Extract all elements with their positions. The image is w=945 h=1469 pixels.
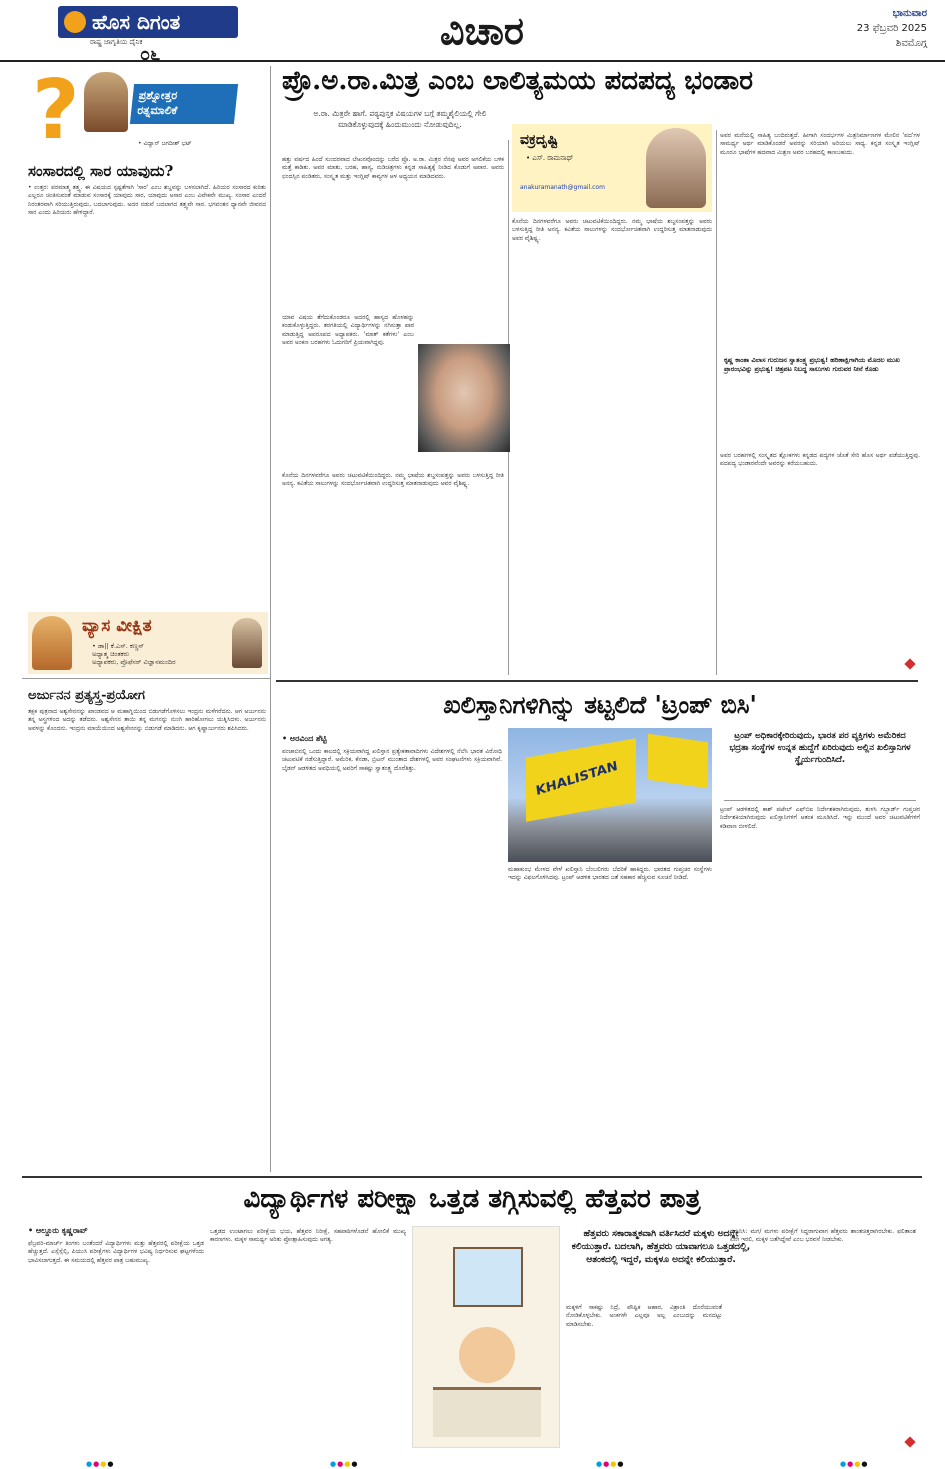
- publication-date: [857, 6, 927, 51]
- mitra-body: ಅವರ ಬರಹಗಳಲ್ಲಿ ಸಂಸ್ಕೃತದ ಶ್ಲೋಕಗಳು ಕನ್ನಡದ ಪದ್ಯಗಳ ಜೊತೆ ಸೇರಿ ಹೊಸ ಅರ್ಥ ಪಡೆಯುತ್ತಿದ್ದವು. ಪದಪದ್ಯ ಭಂಡಾರವೆಂದೇ ಅವರನ್ನು ಕರೆಯಬಹುದು.: [720, 452, 920, 468]
- qa-title-line2: ರತ್ನಮಾಲಿಕೆ: [136, 104, 178, 117]
- mitra-body: ಕೊನೆಯ ದಿನಗಳವರೆಗೂ ಅವರು ಚಟುವಟಿಕೆಯಿಂದಿದ್ದರು. ನಮ್ಮ ಭಾಷೆಯ ಶಬ್ದಸಂಪತ್ತನ್ನು ಅವರು ಬಳಸುತ್ತಿದ್ದ ರೀತಿ ಅನನ್ಯ. ಕವಿತೆಯ ಸಾಲುಗಳನ್ನು ಸಂದರ್ಭೋಚಿತವಾಗಿ ಉದ್ಧರಿಸುತ್ತ ಮಾತನಾಡುವುದು ಅವರ ವೈಶಿಷ್ಟ್ಯ.: [282, 472, 504, 488]
- newspaper-logo: [58, 6, 238, 38]
- vyasa-body: ತಕ್ಷಕ ಪುತ್ರನಾದ ಅಶ್ವಸೇನನನ್ನು ಖಾಂಡವದ ಆ ಮಹಾಗ್ನಿಯಿಂದ ಬಿಡುಗಡೆಗೊಳಿಸಲು ಇಂದ್ರನು ಮಳೆಗರೆದನು. ಆಗ ಅರ್ಜುನನು ತನ್ನ ಅಸ್ತ್ರಗಳಿಂದ ಅದನ್ನು ತಡೆದನು. ಅಶ್ವಸೇನನ ತಾಯಿ ತನ್ನ ಮಗನನ್ನು ನುಂಗಿ ಹಾರಿಹೋಗಲು ಯತ್ನಿಸಿದಳು. ಅರ್ಜುನನು ಅವಳನ್ನು ಕೊಂದನು. ಇಂದ್ರನು ಮಾಯೆಯಿಂದ ಅಶ್ವಸೇನನನ್ನು ಬಿಡುಗಡೆ ಮಾಡಿದನು. ಆಗ ಕೃಷ್ಣಾರ್ಜುನರು ಶಪಿಸಿದರು.: [28, 708, 266, 732]
- vyasa-author-photo: [232, 618, 262, 668]
- column-name: ವಕ್ರದೃಷ್ಟಿ: [520, 132, 558, 148]
- window-illustration: [453, 1247, 523, 1307]
- vyasa-title: ವ್ಯಾಸ ವೀಕ್ಷಿತ: [82, 616, 152, 636]
- student-face-illustration: [459, 1327, 515, 1383]
- columnist-photo: [646, 128, 706, 208]
- exams-headline: ವಿದ್ಯಾರ್ಥಿಗಳ ಪರೀಕ್ಷಾ ಒತ್ತಡ ತಗ್ಗಿಸುವಲ್ಲಿ ಹೆತ್ತವರ ಪಾತ್ರ: [243, 1184, 701, 1214]
- exams-body: ಗಮನಿಸಿ: ಮಗ/ ಮಗಳು ಪರೀಕ್ಷೆಗೆ ಸಿದ್ಧರಾಗುವಾಗ ಹೆತ್ತವರು ಶಾಂತಚಿತ್ತರಾಗಿರಬೇಕು. ಫಲಿತಾಂಶ ಏನೇ ಇರಲಿ, ಮಕ್ಕಳ ಜತೆಗಿದ್ದೇವೆ ಎಂಬ ಭರವಸೆ ನೀಡಬೇಕು.: [730, 1228, 916, 1244]
- section-divider: [276, 680, 918, 682]
- khalistan-body: ಟ್ರಂಪ್ ಆಡಳಿತದಲ್ಲಿ ಕಾಶ್ ಪಟೇಲ್ ಎಫ್‌ಬಿಐ ನಿರ್ದೇಶಕರಾಗಿರುವುದು, ತುಳಸಿ ಗಬ್ಬಾರ್ಡ್ ಗುಪ್ತಚರ ನಿರ್ದೇಶಕಿಯಾಗಿರುವುದು ಖಲಿಸ್ತಾನಿಗಳಿಗೆ ಆತಂಕ ಮೂಡಿಸಿದೆ. ಇನ್ನು ಮುಂದೆ ಅವರ ಚಟುವಟಿಕೆಗಳಿಗೆ ಕಡಿವಾಣ ಬೀಳಲಿದೆ.: [720, 806, 920, 830]
- qa-title-line1: ಪ್ರಶ್ನೋತ್ತರ: [138, 89, 178, 102]
- section-divider: [22, 1176, 922, 1178]
- article-end-icon: [904, 1436, 915, 1447]
- registration-marks: ●●●●: [596, 1460, 625, 1468]
- logo-emblem-icon: [64, 11, 86, 33]
- mitra-body: ಹತ್ತು ವರ್ಷದ ಹಿಂದೆ ಸುಂದರವಾದ ಲೇಖನವೊಂದನ್ನು ಬರೆದ ಪ್ರೊ. ಅ.ರಾ. ಮಿತ್ರರ ನೆನಪು ಅವರ ಅಗಲಿಕೆಯ ಬಳಿಕ ಮತ್ತೆ ಕಾಡಿತು. ಅವರ ಮಾತು, ಬರಹ, ಹಾಸ್ಯ, ನುಡಿಚಿತ್ರಗಳು ಕನ್ನಡ ಸಾಹಿತ್ಯಕ್ಕೆ ನೀಡಿದ ಕೊಡುಗೆ ಅಪಾರ. ಅವರು ಛಂದಸ್ಸಿನ ಪಂಡಿತರು, ಸಂಸ್ಕೃತ ಮತ್ತು ಇಂಗ್ಲಿಷ್ ಕಾವ್ಯಗಳ ಆಳ ಅಧ್ಯಯನ ಮಾಡಿದವರು.: [282, 156, 504, 180]
- flag-text: KHALISTAN: [534, 758, 619, 800]
- khalistan-body: ಮಹಾಕುಂಭ ಮೇಳದ ವೇಳೆ ಖಲಿಸ್ತಾನಿ ಬೆಂಬಲಿಗರು ಬೆದರಿಕೆ ಹಾಕಿದ್ದರು. ಭಾರತದ ಗುಪ್ತಚರ ಸಂಸ್ಥೆಗಳು ಇದನ್ನು ವಿಫಲಗೊಳಿಸಿದವು. ಟ್ರಂಪ್ ಆಡಳಿತ ಭಾರತದ ಜತೆ ಸಹಕಾರ ಹೆಚ್ಚಿಸುವ ಸೂಚನೆ ನೀಡಿದೆ.: [508, 866, 712, 882]
- deck-divider: [724, 800, 916, 801]
- qa-headline: ಸಂಸಾರದಲ್ಲಿ ಸಾರ ಯಾವುದು?: [28, 162, 174, 180]
- khalistan-deck: ಟ್ರಂಪ್ ಅಧಿಕಾರಕ್ಕೇರಿರುವುದು, ಭಾರತ ಪರ ವ್ಯಕ್ತಿಗಳು ಅಮೆರಿಕದ ಭದ್ರತಾ ಸಂಸ್ಥೆಗಳ ಉನ್ನತ ಹುದ್ದೆಗೆ ಏರಿರುವುದು ಅಲ್ಲಿನ ಖಲಿಸ್ತಾನಿಗಳ ಸ್ಥೈರ್ಯಗುಂದಿಸಿದೆ.: [729, 731, 911, 765]
- qa-column-header: [28, 63, 240, 158]
- vyasa-designation: ಅಧ್ಯಾಪಕರು, ಪ್ರೊಫೆಸರ್ ವಿಜ್ಞಾನಮಂದಿರ: [92, 658, 176, 666]
- vakradrishti-header: [512, 124, 712, 212]
- question-mark-icon: ?: [32, 63, 80, 158]
- masthead: [0, 0, 945, 65]
- exams-body: ಮಕ್ಕಳಿಗೆ ಸಾಕಷ್ಟು ನಿದ್ರೆ, ಪೌಷ್ಟಿಕ ಆಹಾರ, ವಿಶ್ರಾಂತಿ ದೊರೆಯುವಂತೆ ನೋಡಿಕೊಳ್ಳಬೇಕು. ಅಂಕಗಳೇ ಎಲ್ಲವೂ ಅಲ್ಲ ಎಂಬುದನ್ನು ಮನದಟ್ಟು ಮಾಡಿಸಬೇಕು.: [566, 1304, 722, 1328]
- tagline: ರಾಷ್ಟ್ರ ಜಾಗೃತಿಯ ದೈನಿಕ: [90, 38, 143, 46]
- mitra-portrait-photo: [418, 344, 510, 452]
- columnist-email: anakuramanath@gmail.com: [520, 184, 605, 191]
- desk-illustration: [433, 1387, 541, 1437]
- registration-marks: ●●●●: [840, 1460, 869, 1468]
- columnist-name: • ಎಸ್. ರಾಮನಾಥ್: [526, 154, 574, 162]
- mitra-headline: ಪ್ರೊ.ಅ.ರಾ.ಮಿತ್ರ ಎಂಬ ಲಾಲಿತ್ಯಮಯ ಪದಪದ್ಯ ಭಂಡಾರ: [282, 66, 753, 96]
- exams-body: ಫೆಬ್ರವರಿ-ಮಾರ್ಚ್ ತಿಂಗಳು ಬಂತೆಂದರೆ ವಿದ್ಯಾರ್ಥಿಗಳು ಮತ್ತು ಹೆತ್ತವರಲ್ಲಿ ಪರೀಕ್ಷೆಯ ಒತ್ತಡ ಹೆಚ್ಚುತ್ತದೆ. ಎಸ್ಸೆಸ್ಸೆಲ್ಸಿ, ಪಿಯುಸಿ ಪರೀಕ್ಷೆಗಳು ವಿದ್ಯಾರ್ಥಿಗಳ ಭವಿಷ್ಯ ನಿರ್ಧರಿಸುವ ಘಟ್ಟಗಳೆಂದು ಭಾವಿಸಲಾಗುತ್ತದೆ. ಈ ಸಮಯದಲ್ಲಿ ಹೆತ್ತವರ ಪಾತ್ರ ಬಹುಮುಖ್ಯ.: [28, 1240, 204, 1264]
- section-divider: [22, 678, 270, 679]
- columnist-photo: [84, 72, 128, 132]
- exams-body: ಒತ್ತಡದ ಉಂಟಾಗಲು ಪರೀಕ್ಷೆಯ ಭಯ, ಹೆತ್ತವರ ನಿರೀಕ್ಷೆ, ಸಹಪಾಠಿಗಳೊಡನೆ ಹೋಲಿಕೆ ಮುಖ್ಯ ಕಾರಣಗಳು. ಮಕ್ಕಳ ಸಾಮರ್ಥ್ಯ ಅರಿತು ಪ್ರೋತ್ಸಾಹಿಸುವುದು ಅಗತ್ಯ.: [210, 1228, 406, 1244]
- mitra-deck: ಅ.ರಾ. ಮಿತ್ರರೇ ಹಾಗೆ. ಪಠ್ಯಪುಸ್ತಕ ವಿಷಯಗಳ ಬಗ್ಗೆ ತಮ್ಮಶೈಲಿಯಲ್ಲಿ ಗೇಲಿ ಮಾಡಿಕೊಳ್ಳುವುದಕ್ಕೆ ಹಿಂದುಮುಂದು ನೋಡುವುದಿಲ್ಲ.: [313, 109, 487, 129]
- yellow-flag: [526, 738, 636, 821]
- yellow-flag: [648, 734, 708, 788]
- registration-marks: ●●●●: [86, 1460, 115, 1468]
- vyasa-headline: ಅರ್ಜುನನ ಪ್ರತ್ಯಸ್ತ್ರ-ಪ್ರಯೋಗ: [28, 688, 145, 703]
- vyasa-author: • ಡಾ|| ಕೆ.ಎಸ್. ಕಣ್ಣನ್: [92, 642, 145, 650]
- khalistan-protest-photo: [508, 728, 712, 862]
- mitra-body: ಯಾವ ವಿಷಯ ತೆಗೆದುಕೊಂಡರೂ ಅದರಲ್ಲಿ ಹಾಸ್ಯದ ಹೊಳಹನ್ನು ಕಂಡುಕೊಳ್ಳುತ್ತಿದ್ದರು. ತರಗತಿಯಲ್ಲಿ ವಿದ್ಯಾರ್ಥಿಗಳನ್ನು ನಗಿಸುತ್ತಾ ಪಾಠ ಮಾಡುತ್ತಿದ್ದ ಅಪರೂಪದ ಅಧ್ಯಾಪಕರು. 'ಮಾತ್ ಕತೆಗಳು' ಎಂಬ ಅವರ ಅಂಕಣ ಬರಹಗಳು ಓದುಗರಿಗೆ ಪ್ರಿಯವಾಗಿದ್ದವು.: [282, 314, 414, 347]
- vyasa-column-header: [28, 612, 268, 674]
- vyasa-designation: ಅಧ್ಯಾತ್ಮ ಚಿಂತಕರು: [92, 650, 130, 658]
- registration-marks: ●●●●: [330, 1460, 359, 1468]
- mitra-poem: ಕೃಷ್ಣ ಕಾಂತಾ ವಿಲಾಸ ಗುರುಜನ ಸ್ವಾತಂತ್ರ್ಯ ಪ್ರಭುತ್ವ! ಹರಿಣಾಕ್ಷಿಗಾಗಿಯ ಮೊದಲ ಮುಖ ಪ್ರಾರಂಭವಿನ್ನು ಪ್ರಭುತ್ವ! ಚಿತ್ರಪಟ ನಿಬದ್ಧ ಸಾಲುಗಳು ಗುರುವರ ನೀನೆ ಕೊಡು: [724, 356, 900, 373]
- khalistan-body: ಪಂಜಾಬಿನಲ್ಲಿ ಒಂದು ಕಾಲದಲ್ಲಿ ಸಕ್ರಿಯವಾಗಿದ್ದ ಖಲಿಸ್ತಾನ ಪ್ರತ್ಯೇಕತಾವಾದಿಗಳು ವಿದೇಶಗಳಲ್ಲಿ ನೆಲೆಸಿ ಭಾರತ ವಿರೋಧಿ ಚಟುವಟಿಕೆ ನಡೆಸುತ್ತಿದ್ದಾರೆ. ಅಮೆರಿಕ, ಕೆನಡಾ, ಬ್ರಿಟನ್ ಮುಂತಾದ ದೇಶಗಳಲ್ಲಿ ಅವರ ಸಂಘಟನೆಗಳು ಸಕ್ರಿಯವಾಗಿವೆ. ಬೈಡನ್ ಆಡಳಿತದ ಅವಧಿಯಲ್ಲಿ ಅವರಿಗೆ ಸಾಕಷ್ಟು ಸ್ವಾತಂತ್ರ್ಯ ದೊರೆತಿತ್ತು.: [282, 748, 502, 772]
- exams-author: • ಆಲ್ದೂರು ಕೃಷ್ಣರಾವ್: [28, 1226, 88, 1235]
- edition-city: ಶಿವಮೊಗ್ಗ: [895, 38, 927, 49]
- student-study-illustration: [412, 1226, 560, 1448]
- column-divider: [270, 66, 271, 1172]
- page-number: ೦೬: [140, 44, 161, 65]
- section-title: ವಿಚಾರ: [440, 8, 524, 53]
- column-divider: [716, 130, 717, 675]
- logo-text: ಹೊಸ ದಿಗಂತ: [92, 10, 181, 34]
- date: 23 ಫೆಬ್ರವರಿ 2025: [856, 23, 927, 34]
- qa-body: • ಉತ್ತರ: ಪರಮಾತ್ಮ ತತ್ತ್ವ. ಈ ವಿಷಯದ ಸ್ಪಷ್ಟತೆಗಾಗಿ 'ಸಾರ' ಎಂಬ ಶಬ್ದವನ್ನು ಬಳಸಲಾಗಿದೆ. ಹಿರಿಯರ ಸಂಸಾರದ ಕುರಿತು ಎಲ್ಲರೂ ಚಿಂತಿಸುವಂತೆ ಮಾಡುವ ಸಂಸಾರಕ್ಕೆ ಯಾವುದು ಸಾರ, ಯಾವುದು ಅಸಾರ ಎಂಬ ವಿವೇಕವೇ ಮುಖ್ಯ. ಸಂಸಾರ ಎಂದರೆ ನಿರಂತರವಾಗಿ ಸರಿಯುತ್ತಿರುವುದು, ಬದಲಾಗುವುದು. ಅದರ ನಡುವೆ ಬದಲಾಗದ ತತ್ತ್ವವೇ ಸಾರ. ಭಗವಂತನ ಧ್ಯಾನವೇ ಜೀವನದ ಸಾರ ಎಂದು ಹಿರಿಯರು ಹೇಳಿದ್ದಾರೆ.: [28, 184, 266, 217]
- qa-author: • ವಿದ್ವಾನ್ ಜಗದೀಶ್ ಭಟ್: [138, 140, 192, 147]
- mitra-body: ಕೊನೆಯ ದಿನಗಳವರೆಗೂ ಅವರು ಚಟುವಟಿಕೆಯಿಂದಿದ್ದರು. ನಮ್ಮ ಭಾಷೆಯ ಶಬ್ದಸಂಪತ್ತನ್ನು ಅವರು ಬಳಸುತ್ತಿದ್ದ ರೀತಿ ಅನನ್ಯ. ಕವಿತೆಯ ಸಾಲುಗಳನ್ನು ಸಂದರ್ಭೋಚಿತವಾಗಿ ಉದ್ಧರಿಸುತ್ತ ಮಾತನಾಡುವುದು ಅವರ ವೈಶಿಷ್ಟ್ಯ.: [512, 218, 712, 242]
- weekday: ಭಾನುವಾರ: [892, 8, 927, 19]
- khalistan-headline: ಖಲಿಸ್ತಾನಿಗಳಿಗಿನ್ನು ತಟ್ಟಲಿದೆ 'ಟ್ರಂಪ್ ಬಿಸಿ': [443, 690, 757, 719]
- qa-column-title: [130, 84, 238, 124]
- khalistan-author: • ಅರವಿಂದ ಶೆಟ್ಟಿ: [282, 734, 327, 743]
- vyasa-illustration: [32, 616, 72, 670]
- exams-pullquote: ಹೆತ್ತವರು ಸಕಾರಾತ್ಮಕವಾಗಿ ವರ್ತಿಸಿದರೆ ಮಕ್ಕಳು ಅದನ್ನೇ ಕಲಿಯುತ್ತಾರೆ. ಬದಲಾಗಿ, ಹೆತ್ತವರು ಯಾವಾಗಲೂ ಒತ್ತಡದಲ್ಲಿ, ಆತಂಕದಲ್ಲಿ ಇದ್ದರೆ, ಮಕ್ಕಳೂ ಅದನ್ನೇ ಕಲಿಯುತ್ತಾರೆ.: [571, 1229, 751, 1265]
- mitra-body: ಅವರ ಮನೆಯಲ್ಲಿ ಸಾಹಿತ್ಯ ಬಂದಿರುತ್ತದೆ. ಹೀಗಾಗಿ ಸಂದರ್ಭಗಳ ಮಿತ್ರನಿರ್ಮಾಣಗಳ ಮೇಲಿನ 'ಪದ'ಗಳ ಸಾಮರ್ಥ್ಯ ಅರ್ಥ ಮಾಡಿಕೊಂಡರೆ ಅವರನ್ನು ಸರಿಯಾಗಿ ಅರಿಯಲು ಸಾಧ್ಯ. ಕನ್ನಡ ಸಂಸ್ಕೃತ ಇಂಗ್ಲಿಷ್ ಮೂರೂ ಭಾಷೆಗಳ ಹದವಾದ ಮಿಶ್ರಣ ಅವರ ಬರಹದಲ್ಲಿ ಕಾಣಬಹುದು.: [720, 132, 920, 156]
